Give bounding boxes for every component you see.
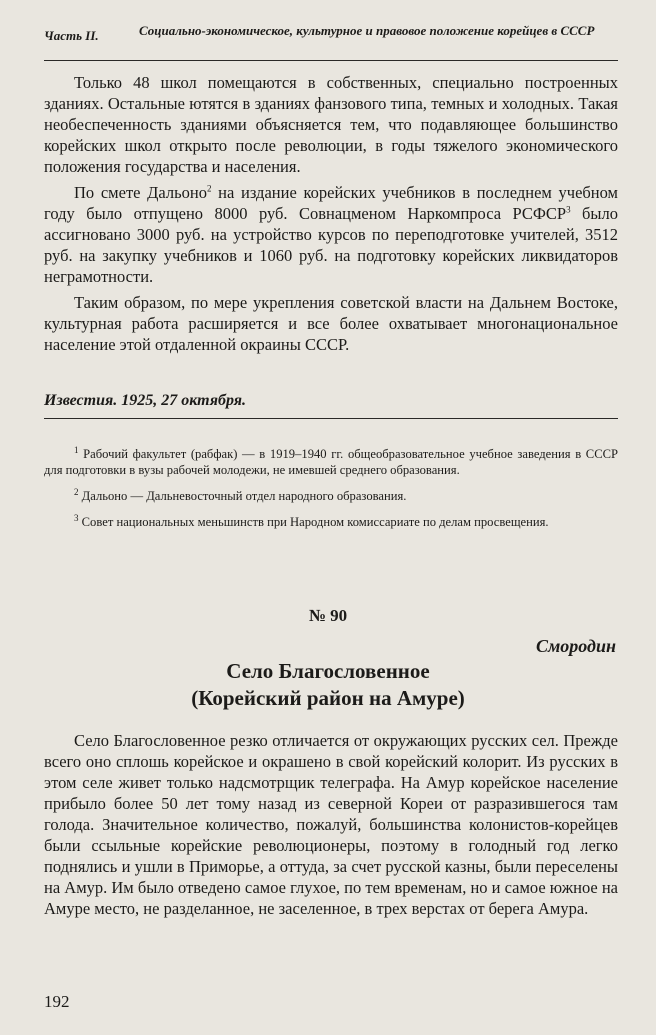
document-title [0,658,656,712]
running-head [44,22,618,61]
document-author: Смородин [535,636,616,656]
running-head-part: Часть II. [44,28,99,43]
paragraph: Село Благословенное резко отличается от окружающих русских сел. Прежде всего оно сплошь корейское и окрашено в свой корейский колорит. Из русских в этом селе живет только надсмотрщик телеграфа. На Амур корейское население прибыло более 50 лет тому назад из северной Кореи от разразившегося там голода. Значительное количество, пожалуй, большинства колонистов-корейцев были ссыльные корейские революционеры, поэтому в голодный год легко поднялись и ушли в Приморье, а оттуда, за счет русской казны, были переселены на Амур. Им было отведено самое глухое, по тем временам, но и самое южное на Амуре место, не разделанное, не заселенное, в трех верстах от берега Амура. [44,731,619,918]
top-body-text [44,72,618,360]
footnote-rule [44,418,618,419]
footnote: $^1$ Рабочий факультет (рабфак) — в 1919–1940 гг. общеобразовательное учебное заведения в СССР для подготовки в вузы рабочей молодежи, не имевшей среднего образования. [44,444,619,477]
document-number: № 90 [308,606,348,625]
footnote: $^3$ Совет национальных меньшинств при Народном комиссариате по делам просвещения. [74,512,549,529]
source-citation: Известия. 1925, 27 октября. [44,392,247,409]
footnote-ref: 2 [206,183,212,194]
page-number: 192 [44,992,70,1011]
paragraph: По смете Дальоно$^2$ на издание корейских учебников в последнем учебном году было отпущено 8000 руб. Совнацменом Наркомпроса РСФСР$^3$ было ассигновано 3000 руб. на устройство курсов по переподготовке учителей, 3512 руб. на закупку учебников и 1060 руб. на подготовку корейских ликвидаторов неграмотности. [44,183,618,286]
paragraph: Только 48 школ помещаются в собственных, специально построенных зданиях. Остальные ютятся в зданиях фанзового типа, темных и холодных. Такая необеспеченность зданиями объясняется тем, что подавляющее большинство корейских школ открыто после революции, в годы тяжелого экономического положения государства и населения. [44,73,618,176]
paragraph: Таким образом, по мере укрепления советской власти на Дальнем Востоке, культурная работа расширяется и все более охватывает многонациональное население этой отдаленной окраины СССР. [44,293,618,354]
running-head-title: Социально-экономическое, культурное и правовое положение корейцев в СССР [139,23,595,38]
title-line: Село Благословенное [226,659,430,683]
footnote: $^2$ Дальоно — Дальневосточный отдел народного образования. [74,486,407,503]
footnotes [44,446,618,540]
subtitle-line: (Корейский район на Амуре) [191,686,465,710]
document-body [44,730,618,924]
footnote-ref: 3 [566,204,571,215]
